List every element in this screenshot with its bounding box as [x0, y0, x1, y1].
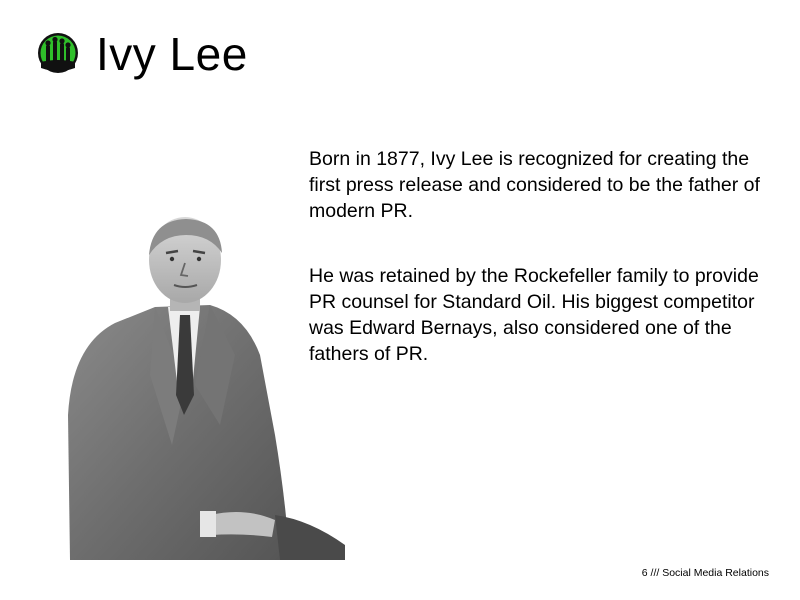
green-figures-logo-icon — [37, 32, 79, 74]
slide-title: Ivy Lee — [96, 28, 248, 80]
slide-footer: 6 /// Social Media Relations — [641, 567, 769, 579]
portrait-image — [60, 215, 350, 560]
paragraph-birth: Born in 1877, Ivy Lee is recognized for creating the first press release and considered to be the father of modern PR. — [309, 148, 760, 222]
paragraph-rockefeller: He was retained by the Rockefeller family to provide PR counsel for Standard Oil. His biggest competitor was Edward Bernays, also considered one of the fathers of PR. — [309, 265, 759, 365]
slide-body — [309, 146, 769, 406]
